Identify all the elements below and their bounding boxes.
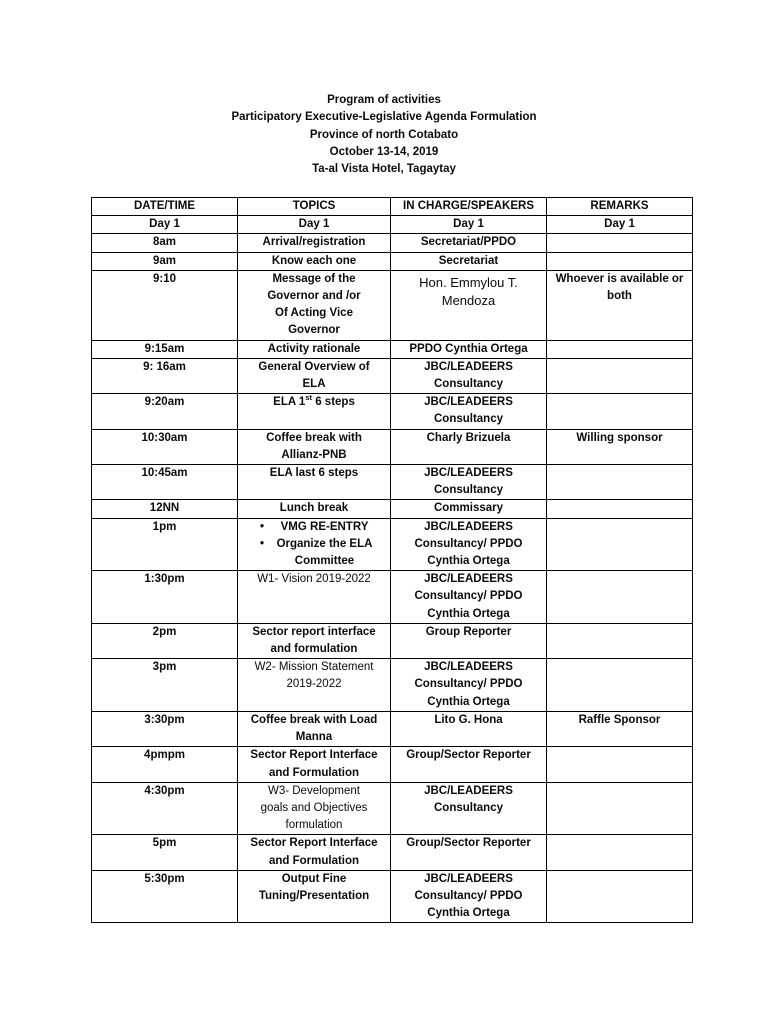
- remarks-cell: [547, 623, 693, 658]
- remarks-cell: [547, 358, 693, 393]
- table-row: [92, 465, 693, 500]
- remarks-cell: [547, 252, 693, 270]
- speaker-cell: Group Reporter: [391, 623, 547, 658]
- time-cell: 2pm: [92, 623, 238, 658]
- remarks-cell: [547, 518, 693, 571]
- time-cell: 4pmpm: [92, 747, 238, 782]
- topic-cell: General Overview of ELA: [238, 358, 391, 393]
- day-row: [92, 216, 693, 234]
- remarks-cell: Willing sponsor: [547, 429, 693, 464]
- remarks-cell: [547, 465, 693, 500]
- speaker-cell: JBC/LEADEERS Consultancy: [391, 465, 547, 500]
- time-cell: 10:45am: [92, 465, 238, 500]
- remarks-cell: [547, 747, 693, 782]
- schedule-table: [91, 197, 693, 923]
- table-row: [92, 623, 693, 658]
- day-label: Day 1: [547, 216, 693, 234]
- topic-cell: [238, 518, 391, 571]
- topic-cell: Sector report interface and formulation: [238, 623, 391, 658]
- table-row: [92, 234, 693, 252]
- topic-cell: Know each one: [238, 252, 391, 270]
- time-cell: 9:15am: [92, 340, 238, 358]
- speaker-cell: JBC/LEADEERS Consultancy: [391, 394, 547, 429]
- topic-cell: ELA last 6 steps: [238, 465, 391, 500]
- document-subtitle: Participatory Executive-Legislative Agenda Formulation: [231, 111, 537, 124]
- table-row: [92, 252, 693, 270]
- topic-cell: Activity rationale: [238, 340, 391, 358]
- table-row: [92, 659, 693, 712]
- topic-cell: Coffee break with Load Manna: [238, 711, 391, 746]
- topic-cell: W1- Vision 2019-2022: [238, 571, 391, 624]
- speaker-cell: Secretariat/PPDO: [391, 234, 547, 252]
- speaker-cell: JBC/LEADEERS Consultancy/ PPDO Cynthia Ortega: [391, 870, 547, 923]
- province-line: Province of north Cotabato: [309, 128, 459, 141]
- topic-cell: Coffee break with Allianz-PNB: [238, 429, 391, 464]
- remarks-cell: Raffle Sponsor: [547, 711, 693, 746]
- time-cell: 5:30pm: [92, 870, 238, 923]
- speaker-cell: Charly Brizuela: [391, 429, 547, 464]
- time-cell: 3pm: [92, 659, 238, 712]
- document-header: [0, 92, 768, 178]
- table-row: [92, 270, 693, 340]
- topic-cell: Arrival/registration: [238, 234, 391, 252]
- table-row: [92, 394, 693, 429]
- table-row: [92, 782, 693, 835]
- topic-cell: Message of the Governor and /or Of Acting Vice Governor: [238, 270, 391, 340]
- remarks-cell: [547, 500, 693, 518]
- event-dates: October 13-14, 2019: [329, 145, 439, 158]
- table-row: [92, 518, 693, 571]
- speaker-cell: JBC/LEADEERS Consultancy/ PPDO Cynthia Ortega: [391, 659, 547, 712]
- speaker-cell: Commissary: [391, 500, 547, 518]
- speaker-cell: JBC/LEADEERS Consultancy/ PPDO Cynthia Ortega: [391, 518, 547, 571]
- topic-cell: Sector Report Interface and Formulation: [238, 835, 391, 870]
- time-cell: 5pm: [92, 835, 238, 870]
- table-row: [92, 429, 693, 464]
- time-cell: 10:30am: [92, 429, 238, 464]
- event-venue: Ta-al Vista Hotel, Tagaytay: [312, 163, 456, 176]
- remarks-cell: Whoever is available or both: [547, 270, 693, 340]
- time-cell: 1pm: [92, 518, 238, 571]
- topic-cell: Lunch break: [238, 500, 391, 518]
- remarks-cell: [547, 659, 693, 712]
- day-label: Day 1: [238, 216, 391, 234]
- speaker-cell: Lito G. Hona: [391, 711, 547, 746]
- speaker-cell: JBC/LEADEERS Consultancy: [391, 358, 547, 393]
- speaker-cell: Group/Sector Reporter: [391, 835, 547, 870]
- topic-cell: W2- Mission Statement 2019-2022: [238, 659, 391, 712]
- time-cell: 9:10: [92, 270, 238, 340]
- time-cell: 3:30pm: [92, 711, 238, 746]
- ordinal-suffix: st: [305, 393, 312, 403]
- topic-cell: Sector Report Interface and Formulation: [238, 747, 391, 782]
- table-row: [92, 340, 693, 358]
- table-row: [92, 500, 693, 518]
- speaker-cell: Group/Sector Reporter: [391, 747, 547, 782]
- speaker-cell: Secretariat: [391, 252, 547, 270]
- table-row: [92, 747, 693, 782]
- table-row: [92, 358, 693, 393]
- day-label: Day 1: [92, 216, 238, 234]
- topic-cell: Output Fine Tuning/Presentation: [238, 870, 391, 923]
- table-header-row: [92, 198, 693, 216]
- time-cell: 12NN: [92, 500, 238, 518]
- table-row: [92, 711, 693, 746]
- speaker-cell: Hon. Emmylou T. Mendoza: [391, 270, 547, 340]
- time-cell: 4:30pm: [92, 782, 238, 835]
- speaker-cell: JBC/LEADEERS Consultancy: [391, 782, 547, 835]
- remarks-cell: [547, 340, 693, 358]
- bullet-item: • VMG RE-ENTRY: [274, 519, 375, 536]
- remarks-cell: [547, 394, 693, 429]
- topic-text: ELA 1: [273, 396, 306, 409]
- remarks-cell: [547, 835, 693, 870]
- speaker-cell: PPDO Cynthia Ortega: [391, 340, 547, 358]
- table-row: [92, 870, 693, 923]
- remarks-cell: [547, 571, 693, 624]
- table-row: [92, 571, 693, 624]
- day-label: Day 1: [391, 216, 547, 234]
- column-header-speakers: IN CHARGE/SPEAKERS: [391, 198, 547, 216]
- speaker-cell: JBC/LEADEERS Consultancy/ PPDO Cynthia Ortega: [391, 571, 547, 624]
- time-cell: 8am: [92, 234, 238, 252]
- column-header-date-time: DATE/TIME: [92, 198, 238, 216]
- topic-text: 6 steps: [315, 396, 355, 409]
- column-header-topics: TOPICS: [238, 198, 391, 216]
- column-header-remarks: REMARKS: [547, 198, 693, 216]
- remarks-cell: [547, 234, 693, 252]
- table-row: [92, 835, 693, 870]
- remarks-cell: [547, 870, 693, 923]
- time-cell: 1:30pm: [92, 571, 238, 624]
- bullet-item: • Organize the ELA Committee: [274, 536, 375, 570]
- time-cell: 9: 16am: [92, 358, 238, 393]
- time-cell: 9:20am: [92, 394, 238, 429]
- time-cell: 9am: [92, 252, 238, 270]
- remarks-cell: [547, 782, 693, 835]
- topic-cell: W3- Development goals and Objectives formulation: [238, 782, 391, 835]
- topic-cell: [238, 394, 391, 429]
- topic-bullet-list: [241, 519, 387, 571]
- document-title: Program of activities: [327, 94, 441, 106]
